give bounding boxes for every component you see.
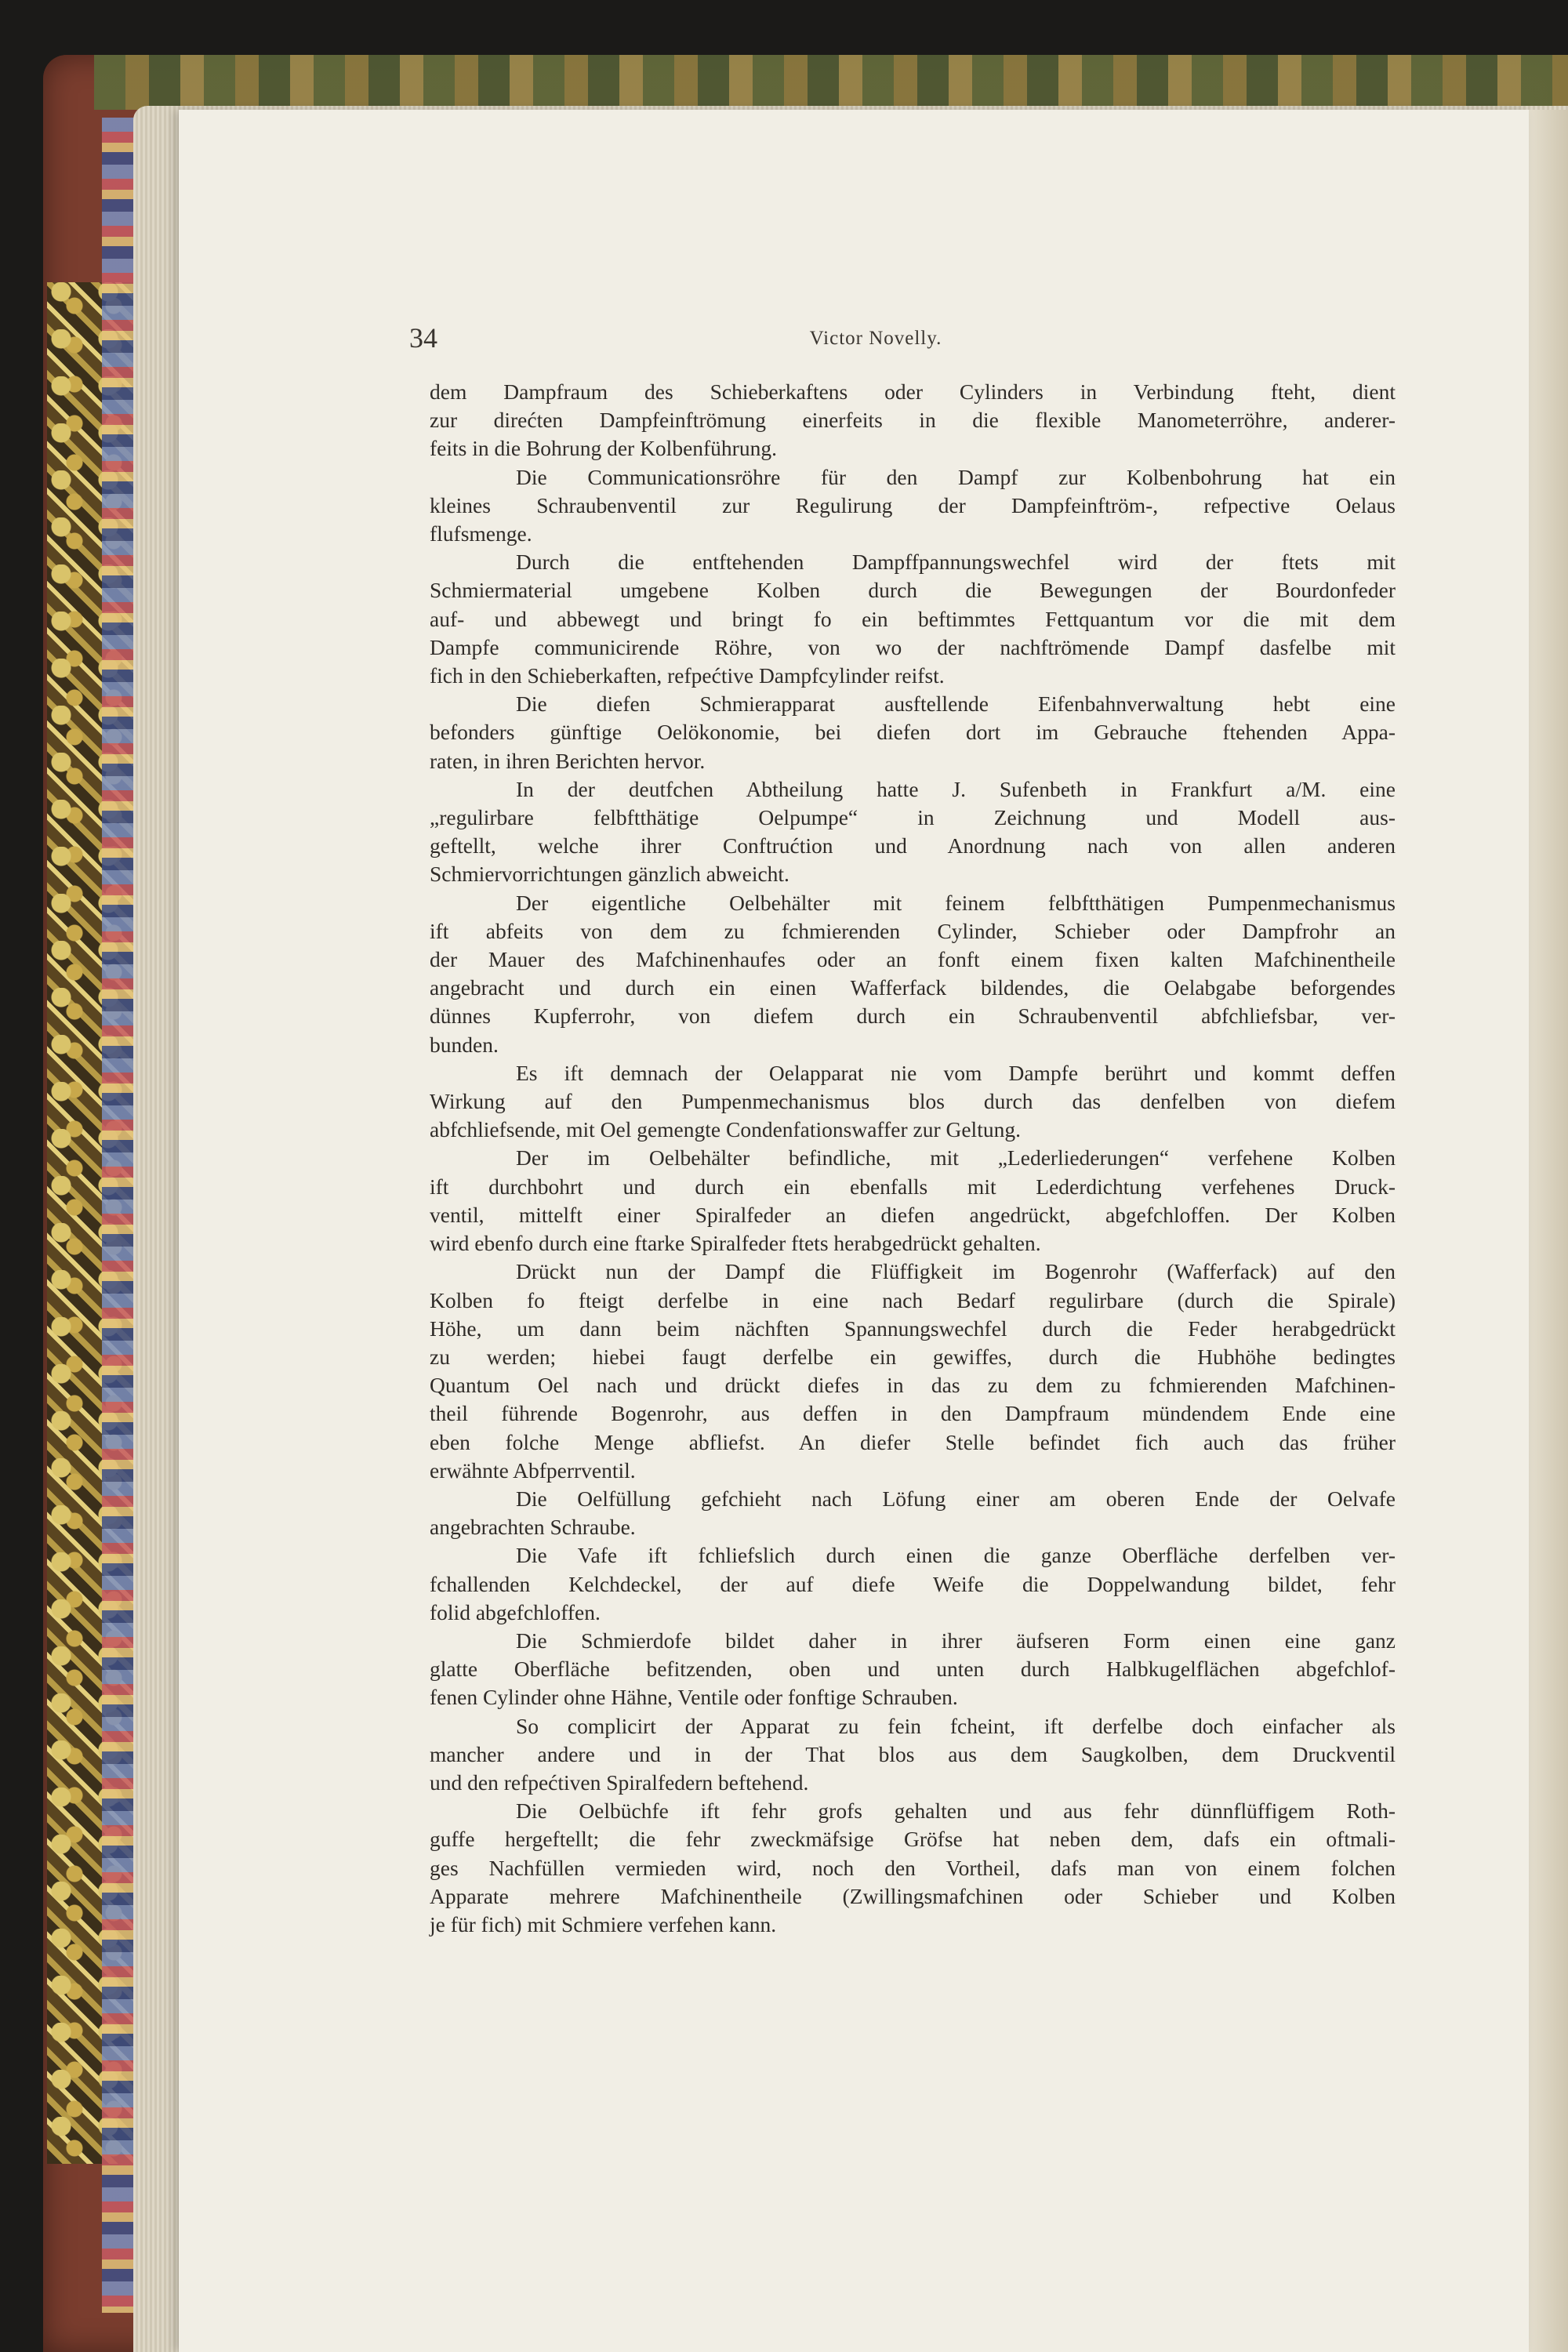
text-line: angebracht und durch ein einen Wafferfack bildendes, die Oelabgabe beforgendes [430,975,1396,1000]
text-line: ges Nachfüllen vermieden wird, noch den Vortheil, dafs man von einem folchen [430,1855,1396,1880]
text-line: Quantum Oel nach und drückt diefes in das zu dem zu fchmierenden Mafchinen- [430,1373,1396,1398]
text-line: Dampfe communicirende Röhre, von wo der nachftrömende Dampf dasfelbe mit [430,634,1396,659]
text-line: „regulirbare felbftthätige Oelpumpe“ in Zeichnung und Modell aus- [430,805,1396,830]
text-line: wird ebenfo durch eine ftarke Spiralfeder ftets herabgedrückt gehalten. [430,1231,1041,1256]
text-line: flufsmenge. [430,521,532,546]
text-line: zu werden; hiebei faugt derfelbe ein gewiffes, durch die Hubhöhe bedingtes [430,1344,1396,1369]
text-line: theil führende Bogenrohr, aus deffen in den Dampfraum mündendem Ende eine [430,1401,1396,1426]
text-line: Schmiervorrichtungen gänzlich abweicht. [430,862,789,887]
text-line: fich in den Schieberkaften, refpećtive Dampfcylinder reifst. [430,663,945,688]
text-line: Die Vafe ift fchliefslich durch einen die ganze Oberfläche derfelben ver- [516,1543,1396,1568]
text-line: So complicirt der Apparat zu fein fcheint, ift derfelbe doch einfacher als [516,1713,1396,1738]
text-line: ift durchbohrt und durch ein ebenfalls mit Lederdichtung verfehenes Druck- [430,1174,1396,1199]
text-line: feits in die Bohrung der Kolbenführung. [430,436,777,461]
running-head: Victor Novelly. [809,328,942,349]
text-line: ift abfeits von dem zu fchmierenden Cylinder, Schieber oder Dampfrohr an [430,918,1396,943]
text-line: Höhe, um dann beim nächften Spannungswechfel durch die Feder herabgedrückt [430,1316,1396,1341]
text-line: In der deutfchen Abtheilung hatte J. Sufenbeth in Frankfurt a/M. eine [516,776,1396,801]
text-line: erwähnte Abfperrventil. [430,1457,636,1483]
text-line: Wirkung auf den Pumpenmechanismus blos durch das denfelben von diefem [430,1089,1396,1114]
text-line: mancher andere und in der That blos aus dem Saugkolben, dem Druckventil [430,1741,1396,1766]
text-line: und den refpećtiven Spiralfedern beftehend. [430,1769,809,1795]
text-line: Durch die entftehenden Dampffpannungswechfel wird der ftets mit [516,550,1396,575]
text-line: Die Communicationsröhre für den Dampf zur Kolbenbohrung hat ein [516,464,1396,489]
text-line: guffe hergeftellt; die fehr zweckmäfsige Gröfse hat neben dem, dafs ein oftmali- [430,1827,1396,1852]
text-line: Die Oelbüchfe ift fehr grofs gehalten und aus fehr dünnflüffigem Roth- [516,1798,1396,1824]
book-cover-top-edge [94,55,1568,110]
text-line: Schmiermaterial umgebene Kolben durch die Bewegungen der Bourdonfeder [430,578,1396,603]
text-line: befonders günftige Oelökonomie, bei diefen dort im Gebrauche ftehenden Appa- [430,720,1396,745]
page-right-edge [1527,110,1568,2352]
text-line: abfchliefsende, mit Oel gemengte Condenfationswaffer zur Geltung. [430,1117,1021,1142]
body-text [430,378,1396,1939]
text-line: kleines Schraubenventil zur Regulirung der Dampfeinftröm-, refpective Oelaus [430,492,1396,517]
text-line: Die diefen Schmierapparat ausftellende Eifenbahnverwaltung hebt eine [516,691,1396,717]
text-line: Der im Oelbehälter befindliche, mit „Lederliederungen“ verfehene Kolben [516,1145,1396,1171]
text-line: glatte Oberfläche befitzenden, oben und unten durch Halbkugelflächen abgefchlof- [430,1657,1396,1682]
text-line: auf- und abbewegt und bringt fo ein beftimmtes Fettquantum vor die mit dem [430,606,1396,631]
text-line: Die Schmierdofe bildet daher in ihrer äufseren Form einen eine ganz [516,1628,1396,1653]
text-line: Die Oelfüllung gefchieht nach Löfung einer am oberen Ende der Oelvafe [516,1486,1396,1511]
text-line: der Mauer des Mafchinenhaufes oder an fonft einem fixen kalten Mafchinentheile [430,947,1396,972]
text-line: Der eigentliche Oelbehälter mit feinem felbftthätigen Pumpenmechanismus [516,890,1396,915]
text-line: Kolben fo fteigt derfelbe in eine nach Bedarf regulirbare (durch die Spirale) [430,1287,1396,1312]
text-line: bunden. [430,1032,499,1057]
page-header [409,321,1342,361]
text-line: Es ift demnach der Oelapparat nie vom Dampfe berührt und kommt deffen [516,1060,1396,1085]
text-line: fenen Cylinder ohne Hähne, Ventile oder fonftige Schrauben. [430,1685,958,1710]
text-line: raten, in ihren Berichten hervor. [430,748,706,773]
text-line: dünnes Kupferrohr, von diefem durch ein Schraubenventil abfchliefsbar, ver- [430,1004,1396,1029]
text-line: angebrachten Schraube. [430,1515,636,1540]
text-line: geftellt, welche ihrer Conftrućtion und Anordnung nach von allen anderen [430,833,1396,858]
text-line: fchallenden Kelchdeckel, der auf diefe Weife die Doppelwandung bildet, fehr [430,1571,1396,1596]
text-line: dem Dampfraum des Schieberkaftens oder Cylinders in Verbindung fteht, dient [430,379,1396,404]
text-line: folid abgefchloffen. [430,1599,601,1624]
text-line: ventil, mittelft einer Spiralfeder an diefen angedrückt, abgefchloffen. Der Kolben [430,1202,1396,1227]
text-line: Drückt nun der Dampf die Flüffigkeit im Bogenrohr (Wafferfack) auf den [516,1259,1396,1284]
text-line: zur direćten Dampfeinftrömung einerfeits in die flexible Manometerröhre, anderer- [430,408,1396,433]
text-line: je für fich) mit Schmiere verfehen kann. [430,1911,777,1936]
page-number: 34 [409,322,437,354]
text-line: Apparate mehrere Mafchinentheile (Zwillingsmafchinen oder Schieber und Kolben [430,1883,1396,1908]
text-line: eben folche Menge abfliefst. An diefer Stelle befindet fich auch das früher [430,1429,1396,1454]
